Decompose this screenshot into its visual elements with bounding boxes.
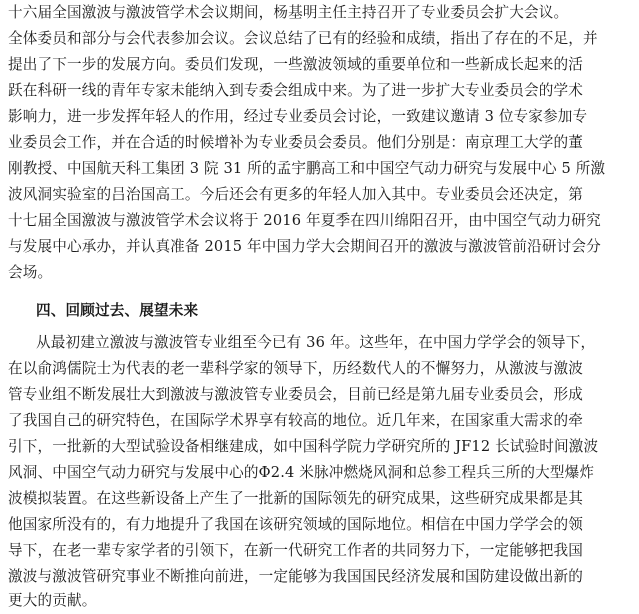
paragraph-1-line: 与发展中心承办，并认真准备 2015 年中国力学大会期间召开的激波与激波管前沿研讨会分	[8, 238, 601, 255]
paragraph-1-line: 会场。	[8, 264, 53, 281]
paragraph-2-line: 从最初建立激波与激波管专业组至今已有 36 年。这些年，在中国力学学会的领导下，	[36, 334, 596, 351]
paragraph-2-line: 管专业组不断发展壮大到激波与激波管专业委员会，目前已经是第九届专业委员会，形成	[8, 386, 584, 403]
paragraph-1-line: 十七届全国激波与激波管学术会议将于 2016 年夏季在四川绵阳召开，由中国空气动力研究	[8, 212, 601, 229]
paragraph-1-line: 影响力，进一步发挥年轻人的作用，经过专业委员会讨论，一致建议邀请 3 位专家参加专	[8, 108, 588, 125]
paragraph-1-line: 十六届全国激波与激波管学术会议期间，杨基明主任主持召开了专业委员会扩大会议。	[8, 4, 569, 21]
paragraph-2-line: 导下，在老一辈专家学者的引领下，在新一代研究工作者的共同努力下，一定能够把我国	[8, 542, 584, 559]
paragraph-1-line: 全体委员和部分与会代表参加会议。会议总结了已有的经验和成绩，指出了存在的不足，并	[8, 30, 598, 47]
paragraph-1-line: 业委员会工作，并在合适的时候增补为专业委员会委员。他们分别是：南京理工大学的董	[8, 134, 584, 151]
paragraph-2-line: 波模拟装置。在这些新设备上产生了一批新的国际领先的研究成果，这些研究成果都是其	[8, 490, 584, 507]
paragraph-2-line: 激波与激波管研究事业不断推向前进，一定能够为我国国民经济发展和国防建设做出新的	[8, 568, 584, 585]
paragraph-2-line: 更大的贡献。	[8, 592, 97, 609]
paragraph-2-line: 他国家所没有的，有力地提升了我国在该研究领域的国际地位。相信在中国力学学会的领	[8, 516, 584, 533]
paragraph-2-line: 在以俞鸿儒院士为代表的老一辈科学家的领导下，历经数代人的不懈努力，从激波与激波	[8, 360, 584, 377]
section-heading: 四、回顾过去、展望未来	[36, 302, 199, 319]
paragraph-1-line: 提出了下一步的发展方向。委员们发现，一些激波领域的重要单位和一些新成长起来的活	[8, 56, 584, 73]
paragraph-2-line: 风洞、中国空气动力研究与发展中心的Φ2.4 米脉冲燃烧风洞和总参工程兵三所的大型爆炸	[8, 464, 595, 481]
paragraph-1-line: 波风洞实验室的吕治国高工。今后还会有更多的年轻人加入其中。专业委员会还决定，第	[8, 186, 584, 203]
paragraph-2-line: 引下，一批新的大型试验设备相继建成，如中国科学院力学研究所的 JF12 长试验时间激波	[8, 438, 599, 455]
paragraph-1-line: 跃在科研一线的青年专家未能纳入到专委会组成中来。为了进一步扩大专业委员会的学术	[8, 82, 584, 99]
paragraph-1-line: 刚教授、中国航天科工集团 3 院 31 所的孟宇鹏高工和中国空气动力研究与发展中心 5 所激	[8, 160, 606, 177]
paragraph-2-line: 了我国自己的研究特色，在国际学术界享有较高的地位。近几年来，在国家重大需求的牵	[8, 412, 584, 429]
